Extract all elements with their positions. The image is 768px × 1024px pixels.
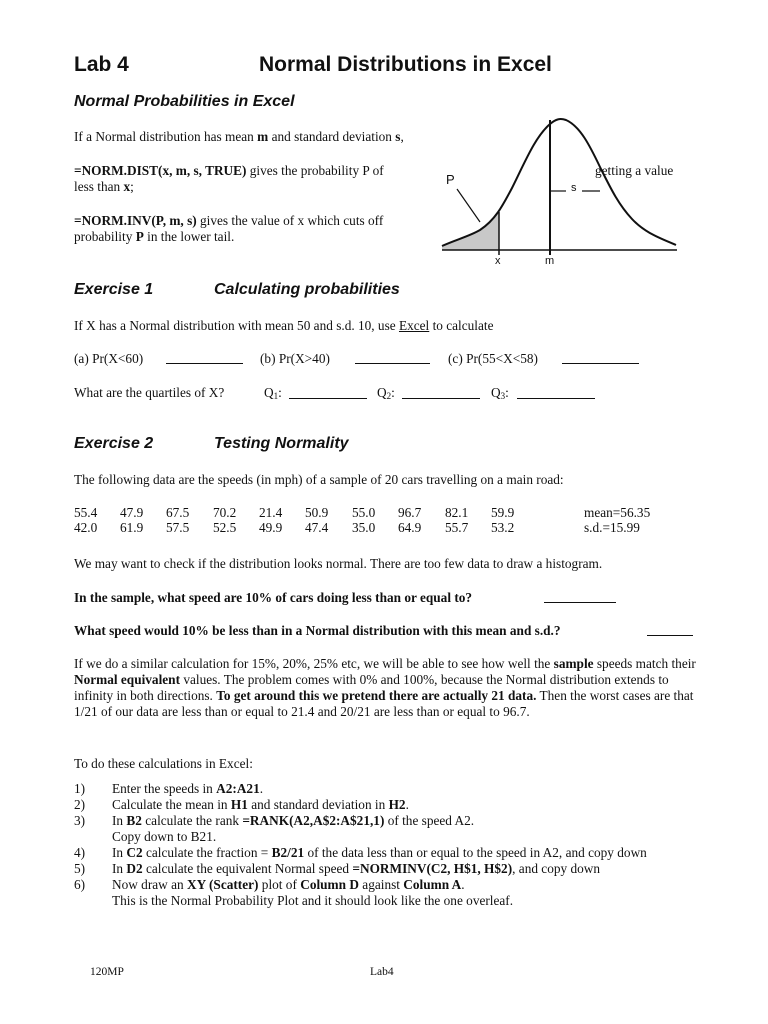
- answer-blank-q3[interactable]: [517, 386, 595, 399]
- sample-mean: mean=56.35: [584, 505, 651, 520]
- steps-intro: To do these calculations in Excel:: [74, 756, 253, 771]
- bell-curve: [442, 119, 676, 246]
- diagram-label-s: s: [571, 182, 577, 194]
- data-cell: 47.4: [305, 520, 329, 535]
- quartiles-question: What are the quartiles of X?: [74, 385, 225, 400]
- lab-label: Lab 4: [74, 53, 129, 76]
- exercise1-number: Exercise 1: [74, 281, 154, 298]
- data-cell: 61.9: [120, 520, 144, 535]
- exercise1-question-c: (c) Pr(55<X<58): [448, 351, 538, 366]
- quartile-q3-label: $Q_3$:: [491, 385, 509, 401]
- step-item: 1) Enter the speeds in A2:A21.: [74, 781, 264, 796]
- norm-dist-paragraph-tail: getting a value: [595, 163, 674, 178]
- data-cell: 96.7: [398, 505, 422, 520]
- data-cell: 50.9: [305, 505, 329, 520]
- excel-link[interactable]: Excel: [398, 318, 430, 333]
- norm-dist-formula: =NORM.DIST(x, m, s, TRUE): [74, 163, 247, 178]
- steps-list: [74, 781, 696, 909]
- data-cell: 47.9: [120, 505, 144, 520]
- normal-curve-svg: [440, 112, 690, 272]
- data-cell: 64.9: [398, 520, 422, 535]
- exercise1-intro: If X has a Normal distribution with mean 50 and s.d. 10, use Excel to calculate: [74, 318, 494, 333]
- exercise1-question-a: (a) Pr(X<60): [74, 351, 144, 366]
- explanation-paragraph: If we do a similar calculation for 15%, 20%, 25% etc, we will be able to see how well the sample speeds match their Normal equivalent values. The problem comes with 0% and 100%, because the Normal distribution extends to infinity in both directions. To get around this we pretend there are actually 21 data. Then the worst cases are that 1/21 of our data are less than or equal to 21.4 and 20/21 are less than or equal to 96.7.: [74, 656, 696, 719]
- step-item: 4) In C2 calculate the fraction = B2/21 of the data less than or equal to the speed in A2, and copy down: [74, 845, 647, 860]
- data-cell: 52.5: [213, 520, 237, 535]
- answer-blank-c[interactable]: [562, 351, 639, 364]
- data-cell: 59.9: [491, 505, 515, 520]
- step-item: 5) In D2 calculate the equivalent Normal speed =NORMINV(C2, H$1, H$2), and copy down: [74, 861, 601, 876]
- data-cell: 35.0: [352, 520, 376, 535]
- quartile-q1-label: $Q_1$:: [264, 385, 282, 401]
- diagram-label-x: x: [495, 255, 501, 267]
- data-cell: 21.4: [259, 505, 283, 520]
- answer-blank-normal[interactable]: [647, 623, 693, 636]
- answer-blank-b[interactable]: [355, 351, 430, 364]
- norm-inv-formula: =NORM.INV(P, m, s): [74, 213, 197, 228]
- normal-curve-diagram: [440, 112, 690, 272]
- footer-course-code: 120MP: [90, 966, 124, 978]
- step-item: 2) Calculate the mean in H1 and standard deviation in H2.: [74, 797, 409, 812]
- histogram-note: We may want to check if the distribution looks normal. There are too few data to draw a histogram.: [74, 556, 603, 571]
- p-pointer-line: [457, 189, 480, 222]
- normal-10pct-question: What speed would 10% be less than in a Normal distribution with this mean and s.d.?: [74, 623, 561, 638]
- sample-sd: s.d.=15.99: [584, 520, 640, 535]
- shaded-tail-area: [442, 212, 499, 250]
- answer-blank-q1[interactable]: [289, 386, 367, 399]
- data-cell: 49.9: [259, 520, 283, 535]
- exercise2-title: Testing Normality: [214, 435, 349, 452]
- norm-dist-paragraph: =NORM.DIST(x, m, s, TRUE) gives the probability P of less than x;: [74, 163, 384, 194]
- speed-data-row-1: [74, 505, 694, 521]
- norm-inv-paragraph: =NORM.INV(P, m, s) gives the value of x which cuts off probability P in the lower tail.: [74, 213, 384, 244]
- data-cell: 70.2: [213, 505, 237, 520]
- diagram-label-m: m: [545, 255, 555, 267]
- exercise1-question-b: (b) Pr(X>40): [260, 351, 330, 366]
- section-heading-normal-probabilities: Normal Probabilities in Excel: [74, 93, 295, 110]
- answer-blank-q2[interactable]: [402, 386, 480, 399]
- data-cell: 55.7: [445, 520, 469, 535]
- step-item: 6) Now draw an XY (Scatter) plot of Column D against Column A. This is the Normal Probability Plot and it should look like the one overleaf.: [74, 877, 514, 908]
- exercise2-number: Exercise 2: [74, 435, 154, 452]
- step-item: 3) In B2 calculate the rank =RANK(A2,A$2:A$21,1) of the speed A2. Copy down to B21.: [74, 813, 475, 844]
- diagram-label-p: P: [446, 172, 455, 187]
- data-cell: 67.5: [166, 505, 190, 520]
- page-title: Normal Distributions in Excel: [259, 53, 552, 76]
- data-cell: 55.4: [74, 505, 98, 520]
- data-cell: 55.0: [352, 505, 376, 520]
- data-cell: 53.2: [491, 520, 515, 535]
- exercise2-intro: The following data are the speeds (in mph) of a sample of 20 cars travelling on a main road:: [74, 472, 564, 487]
- footer-lab-label: Lab4: [370, 966, 394, 978]
- data-cell: 57.5: [166, 520, 190, 535]
- exercise1-title: Calculating probabilities: [214, 281, 400, 298]
- data-cell: 42.0: [74, 520, 98, 535]
- quartile-q2-label: $Q_2$:: [377, 385, 395, 401]
- answer-blank-a[interactable]: [166, 351, 243, 364]
- answer-blank-sample[interactable]: [544, 590, 616, 603]
- intro-paragraph: If a Normal distribution has mean m and standard deviation s,: [74, 129, 404, 144]
- sample-10pct-question: In the sample, what speed are 10% of cars doing less than or equal to?: [74, 590, 473, 605]
- speed-data-row-2: [74, 520, 694, 536]
- data-cell: 82.1: [445, 505, 469, 520]
